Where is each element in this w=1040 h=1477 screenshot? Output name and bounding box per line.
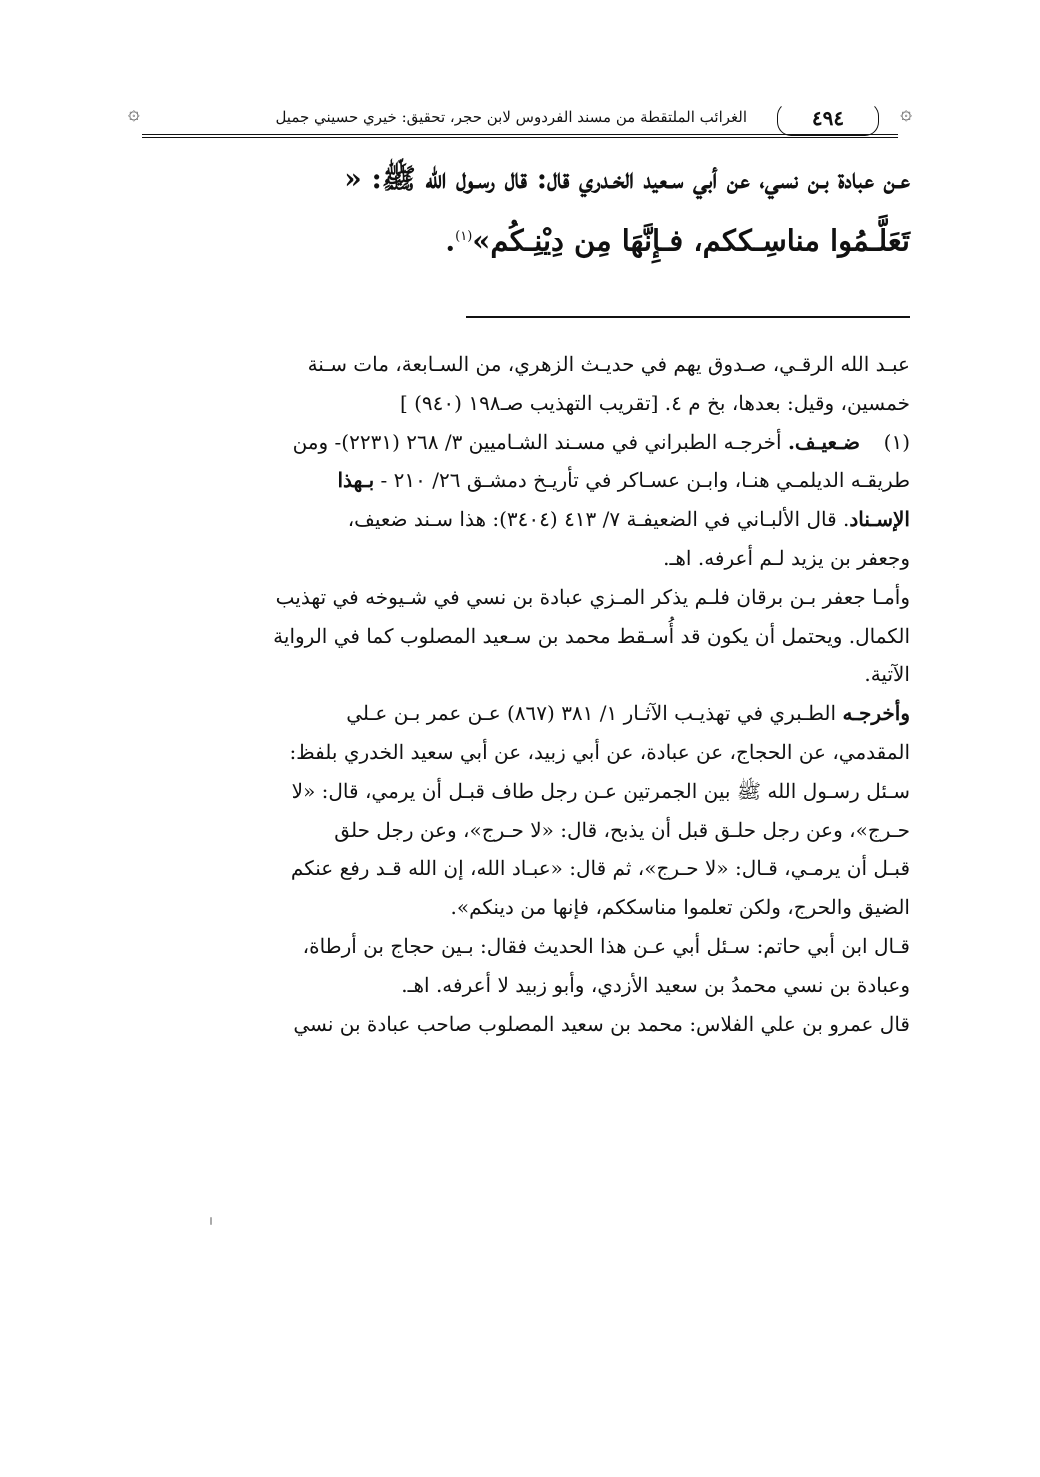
para-3-bold: وأخرجـه	[842, 701, 910, 726]
page-number-frame	[769, 98, 887, 138]
running-header	[128, 96, 912, 146]
para-2-line: وأمـا جعفر بـن برقان فلـم يذكر المـزي عبادة بن نسي في شـيوخه في تهذيب	[275, 584, 910, 609]
para-4-line: قـال ابن أبي حاتم: سـئل أبي عـن هذا الحديث فقال: بـين حجاج بن أرطاة،	[302, 933, 910, 958]
note-1-line-3-text: . قال الألبـاني في الضعيفـة ٧/ ٤١٣ (٣٤٠٤): هذا سـند ضعيف،	[347, 507, 850, 532]
note-1-status: ضـعيـف.	[787, 429, 860, 454]
para-2-line: الكمال. ويحتمل أن يكون قد أُسـقط محمد بن سـعيد المصلوب كما في الرواية	[273, 623, 910, 648]
note-1-line-2-text: طريقـه الديلمـي هنـا، وابـن عسـاكر في تأريـخ دمشـق ٢٦/ ٢١٠ -	[374, 468, 910, 493]
para-3-line-1-text: الطـبري في تهذيـب الآثـار ١/ ٣٨١ (٨٦٧) عـن عمر بـن عـلي	[346, 701, 843, 726]
para-3-line-1	[128, 694, 910, 733]
para-4-line: وعبادة بن نسي محمدُ بن سعيد الأزدي، وأبو زبيد لا أعرفه. اهـ.	[401, 972, 910, 997]
main-line-2-end: .	[445, 224, 456, 258]
para-3-line: حـرج»، وعن رجل حلـق قبل أن يذبح، قال: «لا حـرج»، وعن رجل حلق	[334, 817, 910, 842]
para-3-line: قبـل أن يرمـي، قـال: «لا حـرج»، ثم قال: «عبـاد الله، إن الله قـد رفع عنكم	[290, 856, 910, 881]
note-1-line-1	[128, 423, 910, 462]
note-1-line-3	[128, 500, 910, 539]
main-line-2	[128, 208, 910, 270]
note-1-number: (١)	[883, 429, 910, 454]
ornament-left-icon: ۞	[128, 100, 140, 124]
para-3-line: سـئل رسـول الله ﷺ بين الجمرتين عـن رجل طاف قبـل أن يرمي، قال: «لا	[291, 778, 910, 803]
para-2-line: الآتية.	[864, 662, 910, 687]
para-3-line: الضيق والحرج، ولكن تعلموا مناسككم، فإنها من دينكم».	[450, 895, 910, 920]
page-number: ٤٩٤	[811, 106, 845, 130]
prev-note-line: خمسين، وقيل: بعدها، بخ م ٤. [تقريب التهذيب صـ١٩٨ (٩٤٠) ]	[399, 390, 910, 415]
note-1-line-2-bold: بـهذا	[337, 468, 375, 493]
footnote-reference: (١)	[455, 229, 473, 244]
header-title: الغرائب الملتقطة من مسند الفردوس لابن حجر، تحقيق: خيري حسيني جميل	[275, 108, 747, 126]
para-5-line: قال عمرو بن علي الفلاس: محمد بن سعيد المصلوب صاحب عبادة بن نسي	[293, 1011, 910, 1036]
main-line-1: عـن عبادة بـن نسي، عن أبي سـعيد الخـدري قال: قال رسـول الله ﷺ: «	[344, 162, 910, 195]
footnote-separator	[466, 316, 910, 318]
prev-note-line: عبـد الله الرقـي، صـدوق يهم في حديـث الزهري، من السـابعة، مات سـنة	[307, 352, 910, 376]
main-text	[128, 150, 910, 270]
footnotes	[128, 345, 910, 1043]
note-1-line-3-bold: الإسـناد	[849, 507, 910, 532]
hadith-text: تَعَلَّـمُوا مناسِـككم، فـإِنَّهَا مِن دِيْنِـكُم»	[472, 223, 910, 258]
scan-mark	[210, 1217, 212, 1225]
note-1-line-4: وجعفر بن يزيد لـم أعرفه. اهـ.	[663, 545, 910, 570]
header-rule	[142, 134, 898, 138]
note-1-line-1-rest: أخرجـه الطبراني في مسـند الشـاميين ٣/ ٢٦٨ (٢٢٣١)- ومن	[292, 429, 788, 454]
para-3-line: المقدمي، عن الحجاج، عن عبادة، عن أبي زبيد، عن أبي سعيد الخدري بلفظ:	[289, 739, 910, 764]
ornament-right-icon: ۞	[900, 100, 912, 124]
note-1-line-2	[128, 461, 910, 500]
